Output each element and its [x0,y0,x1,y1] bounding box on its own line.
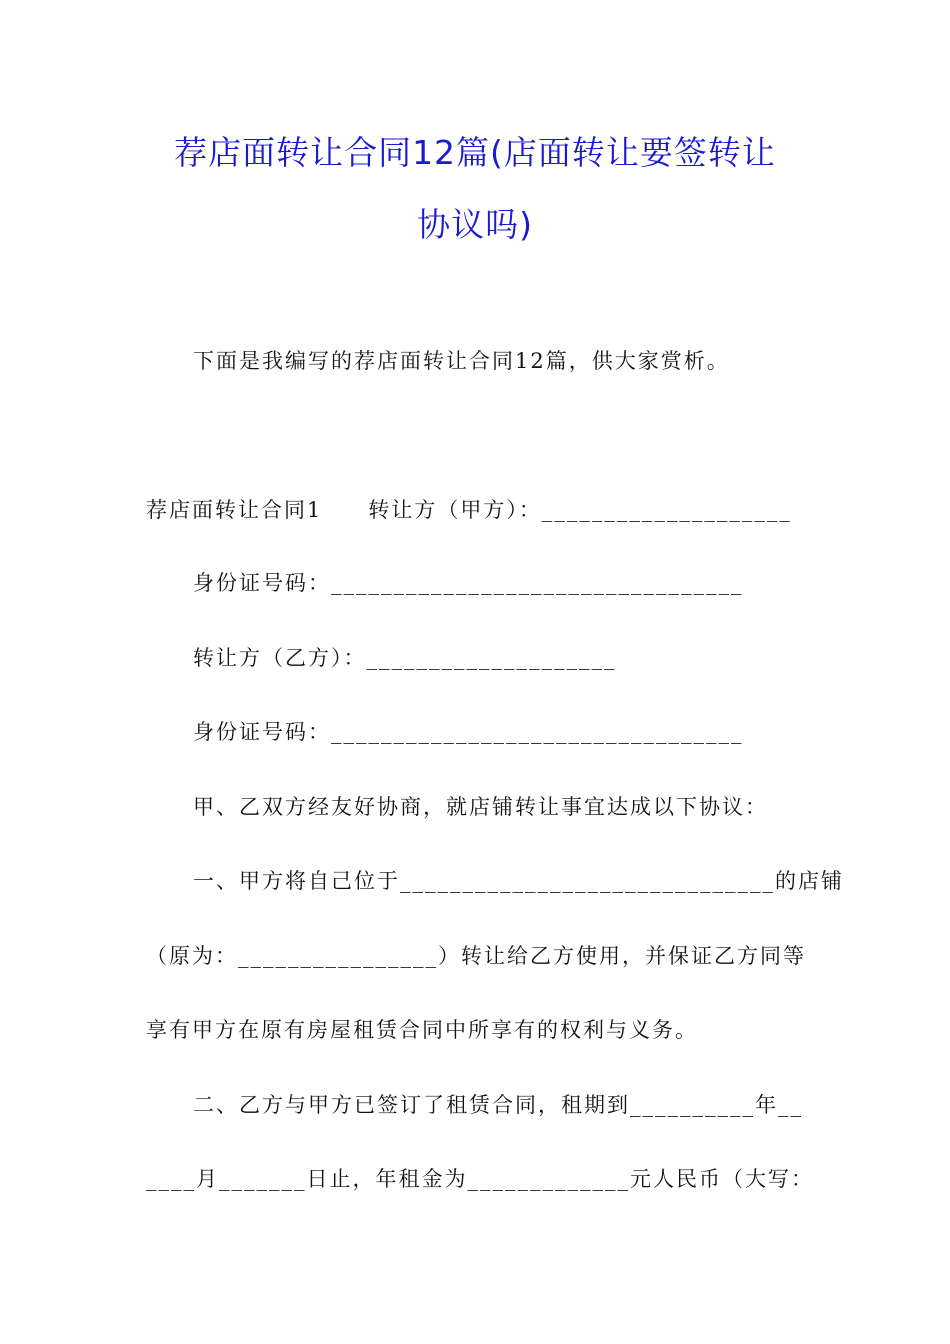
clause-one-line-3: 享有甲方在原有房屋租赁合同中所享有的权利与义务。 [146,1018,698,1042]
intro-paragraph: 下面是我编写的荐店面转让合同12篇，供大家赏析。 [193,349,730,373]
document-title-line-1: 荐店面转让合同12篇(店面转让要签转让 [174,133,776,172]
contract-heading-transferor: 荐店面转让合同1 转让方（甲方）：____________________ [146,498,792,522]
transferee-line: 转让方（乙方）：____________________ [193,646,617,670]
id-number-line-party-b: 身份证号码：_________________________________ [193,720,744,744]
clause-two-line-1: 二、乙方与甲方已签订了租赁合同，租期到__________年__ [193,1093,803,1117]
clause-one-line-2: （原为：________________）转让给乙方使用，并保证乙方同等 [146,944,806,968]
document-title-line-2: 协议吗) [417,205,533,244]
id-number-line-party-a: 身份证号码：_________________________________ [193,571,744,595]
clause-one-line-1: 一、甲方将自己位于______________________________的店铺 [193,869,844,893]
clause-two-line-2: ____月_______日止，年租金为_____________元人民币（大写： [146,1167,814,1191]
agreement-intro-line: 甲、乙双方经友好协商，就店铺转让事宜达成以下协议： [193,795,768,819]
